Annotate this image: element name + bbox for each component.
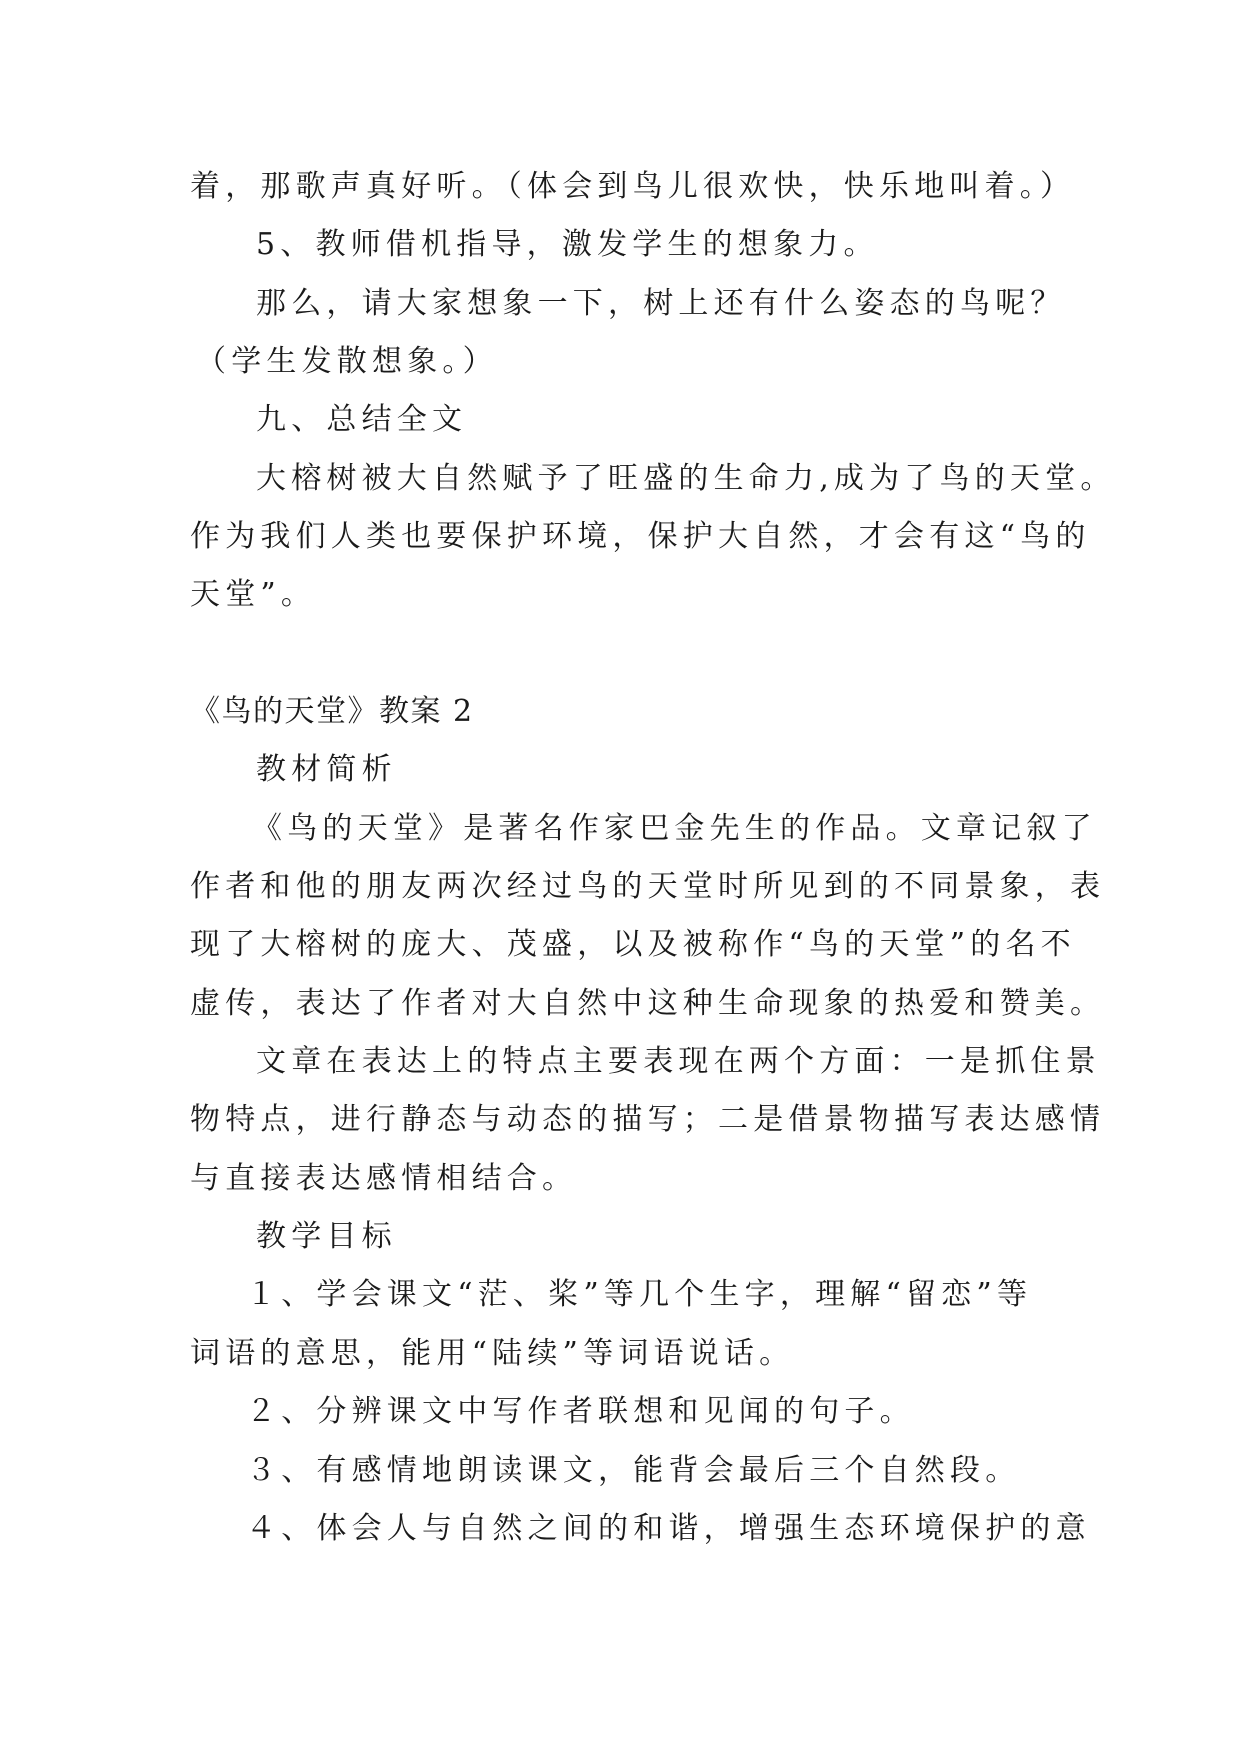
lesson-plan-title: 《鸟的天堂》教案 2 [190, 694, 474, 729]
paragraph-line: 作者和他的朋友两次经过鸟的天堂时所见到的不同景象，表 [190, 869, 1106, 904]
section-heading: 九、总结全文 [256, 402, 468, 437]
paragraph-line: 文章在表达上的特点主要表现在两个方面：一是抓住景 [256, 1044, 1101, 1079]
paragraph-line: 天堂”。 [190, 577, 317, 612]
paragraph-line: 《鸟的天堂》是著名作家巴金先生的作品。文章记叙了 [252, 811, 1097, 846]
list-item-continuation: 词语的意思，能用“陆续”等词语说话。 [190, 1336, 795, 1371]
list-item: ４、体会人与自然之间的和谐，增强生态环境保护的意 [246, 1511, 1091, 1546]
paragraph-line: 现了大榕树的庞大、茂盛，以及被称作“鸟的天堂”的名不 [190, 927, 1076, 962]
paragraph-line: （学生发散想象。） [196, 344, 498, 379]
section-heading: 教材简析 [256, 752, 397, 787]
paragraph-line: 着，那歌声真好听。（体会到鸟儿很欢快，快乐地叫着。） [190, 169, 1076, 204]
paragraph-line: 5、教师借机指导，激发学生的想象力。 [256, 227, 879, 262]
section-heading: 教学目标 [256, 1219, 397, 1254]
paragraph-line: 大榕树被大自然赋予了旺盛的生命力,成为了鸟的天堂。 [256, 461, 1116, 496]
paragraph-line: 虚传，表达了作者对大自然中这种生命现象的热爱和赞美。 [190, 986, 1106, 1021]
paragraph-line: 作为我们人类也要保护环境，保护大自然，才会有这“鸟的 [190, 519, 1091, 554]
list-item: １、学会课文“茫、桨”等几个生字，理解“留恋”等 [246, 1277, 1033, 1312]
paragraph-line: 那么，请大家想象一下，树上还有什么姿态的鸟呢？ [256, 286, 1066, 321]
paragraph-line: 与直接表达感情相结合。 [190, 1161, 578, 1196]
list-item: ２、分辨课文中写作者联想和见闻的句子。 [246, 1394, 915, 1429]
paragraph-line: 物特点，进行静态与动态的描写；二是借景物描写表达感情 [190, 1102, 1106, 1137]
list-item: ３、有感情地朗读课文，能背会最后三个自然段。 [246, 1453, 1021, 1488]
